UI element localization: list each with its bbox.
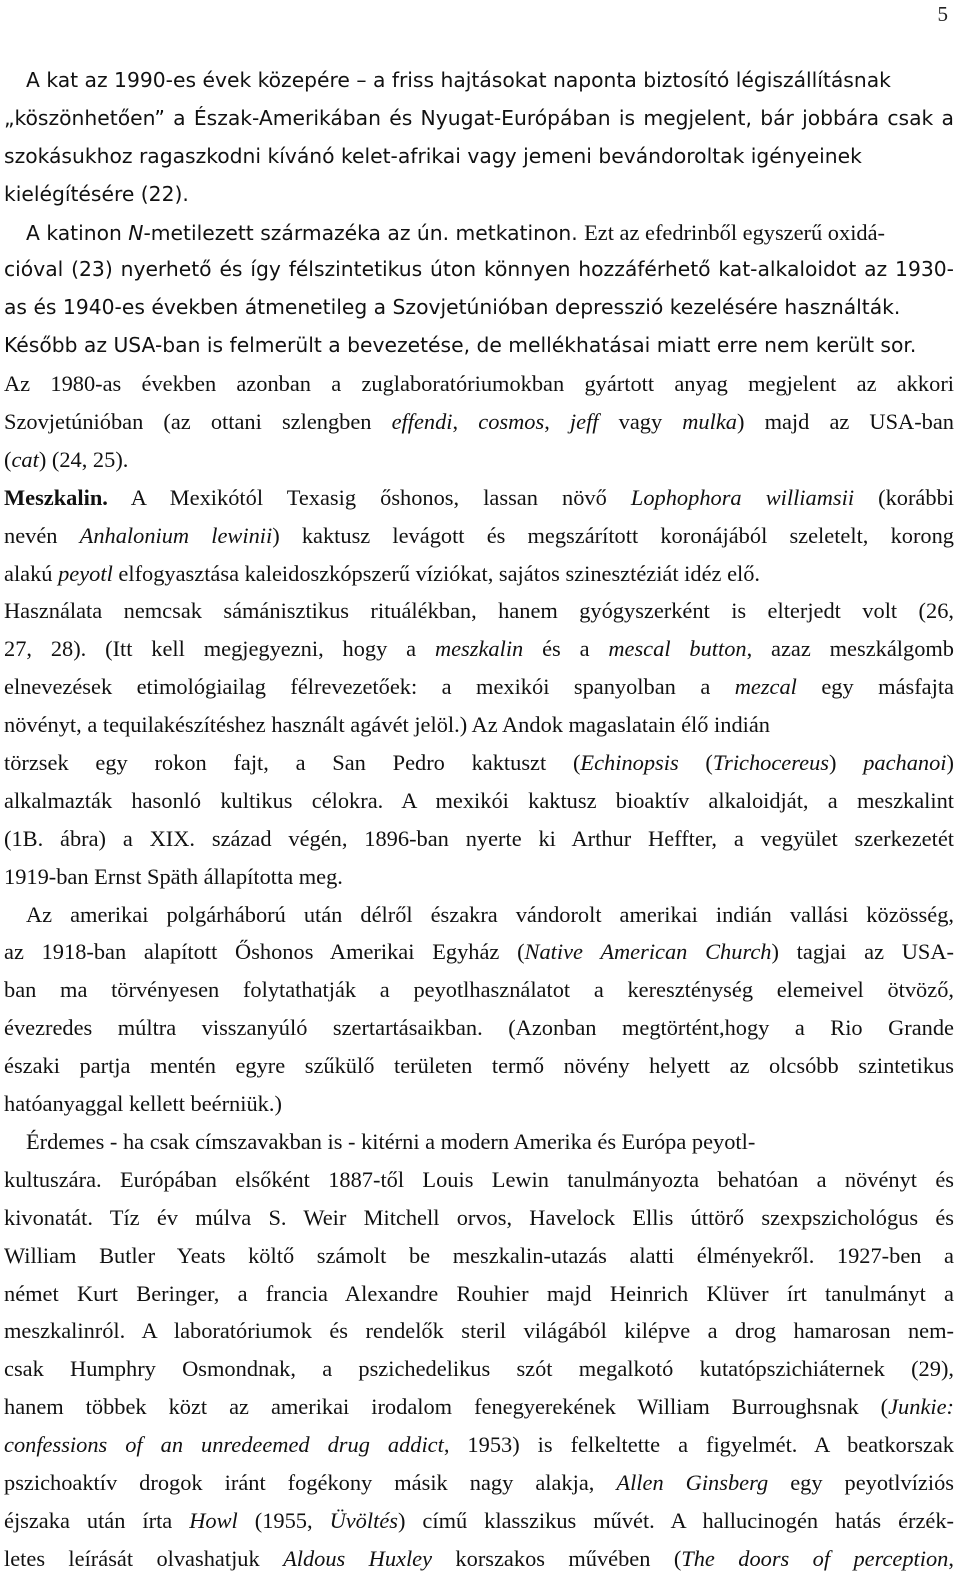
text-span: , — [452, 409, 479, 435]
text-line — [4, 858, 954, 896]
italic-text: Echinopsis — [580, 750, 679, 776]
text-span: elfogyasztása kaleidoszkópszerű víziókat, sajátos szinesztéziát idéz elő. — [112, 560, 761, 586]
text-span: A Mexikótól Texasig őshonos, lassan növő — [107, 484, 631, 510]
text-line — [4, 289, 954, 327]
italic-text: Allen Ginsberg — [616, 1469, 769, 1495]
text-span: német Kurt Beringer, a francia Alexandre Rouhier majd Heinrich Klüver írt tanulmányt a — [4, 1280, 954, 1306]
text-span: ( — [678, 750, 713, 776]
italic-text: Aldous Huxley — [283, 1545, 433, 1571]
italic-text: confessions of an unredeemed drug addict — [4, 1432, 444, 1458]
text-span: hatóanyaggal kellett beérniük.) — [4, 1091, 282, 1117]
italic-text: Junkie: — [888, 1394, 954, 1420]
text-span: kivonatát. Tíz év múlva S. Weir Mitchell orvos, Havelock Ellis úttörő szexpszichológus és — [4, 1204, 954, 1230]
italic-text: mescal button — [608, 636, 747, 662]
text-span: pszichoaktív drogok iránt fogékony másik nagy alakja, — [4, 1469, 617, 1495]
text-line — [4, 668, 954, 706]
text-span: egy peyotlvíziós — [768, 1469, 954, 1495]
text-span: , azaz meszkálgomb — [746, 636, 954, 662]
text-span: „köszönhetően” a Észak-Amerikában és Nyugat-Európában is megjelent, bár jobbára csak a — [4, 105, 954, 130]
text-line — [4, 1047, 954, 1085]
bold-heading: Meszkalin. — [4, 484, 108, 510]
text-line — [4, 971, 954, 1009]
text-line — [4, 782, 954, 820]
text-span: , — [544, 409, 570, 435]
text-span: kultuszára. Európában elsőként 1887-től Louis Lewin tanulmányozta behatóan a növényt és — [4, 1166, 954, 1192]
text-line — [4, 251, 954, 289]
text-span: vagy — [598, 409, 683, 435]
italic-text: Anhalonium lewinii — [79, 522, 273, 548]
text-span: ban ma törvényesen folytathatják a peyotlhasználatot a kereszténység elemeivel ötvöző, — [4, 977, 954, 1003]
text-line — [4, 1426, 954, 1464]
text-span: alkalmazták hasonló kultikus célokra. A mexikói kaktusz bioaktív alkaloidját, a meszkalint — [4, 787, 954, 813]
text-span: szokásukhoz ragaszkodni kívánó kelet-afrikai vagy jemeni bevándoroltak igényeinek — [4, 143, 862, 168]
italic-text: pachanoi — [863, 750, 947, 776]
text-line — [4, 820, 954, 858]
text-span: (1B. ábra) a XIX. század végén, 1896-ban nyerte ki Arthur Heffter, a vegyület szerkezetét — [4, 825, 954, 851]
text-span: növényt, a tequilakészítéshez használt agávét jelöl.) Az Andok magaslatain élő indián — [4, 712, 771, 738]
text-span: -metilezett származéka az ún. metkatinon. — [143, 220, 585, 245]
italic-text: N — [128, 220, 144, 245]
text-span: kielégítésére (22). — [4, 181, 189, 206]
text-span: csak Humphry Osmondnak, a pszichedelikus szót megalkotó kutatópszichiáternek (29), — [4, 1356, 954, 1382]
page-number: 5 — [937, 2, 948, 26]
text-span: Később az USA-ban is felmerült a bevezetése, de mellékhatásai miatt erre nem került sor. — [4, 333, 917, 358]
text-span: Szovjetúnióban (az ottani szlengben — [4, 409, 392, 435]
italic-text: mulka — [682, 409, 737, 435]
text-line — [4, 1199, 954, 1237]
body-text — [4, 62, 954, 1578]
text-line — [4, 1161, 954, 1199]
text-span: as és 1940-es években átmenetileg a Szovjetúnióban depresszió kezelésére használták. — [4, 295, 901, 320]
text-line — [4, 933, 954, 971]
text-line — [4, 365, 954, 403]
text-span: az 1918-ban alapított Őshonos Amerikai Egyház ( — [4, 939, 525, 965]
italic-text: jeff — [569, 409, 599, 435]
text-span: ) tagjai az USA- — [771, 939, 954, 965]
text-line — [4, 706, 954, 744]
text-line — [4, 630, 954, 668]
text-line — [4, 403, 954, 441]
text-span: északi partja mentén egyre szűkülő területen termő növény helyett az olcsóbb szintetikus — [4, 1053, 954, 1079]
text-line — [4, 555, 954, 593]
text-line — [4, 100, 954, 138]
italic-text: Trichocereus — [712, 750, 829, 776]
text-line — [4, 1540, 954, 1578]
italic-text: Native American Church — [524, 939, 772, 965]
text-span: , — [948, 1545, 954, 1571]
text-span: A katinon — [26, 220, 129, 245]
text-line — [4, 1085, 954, 1123]
text-span: Az 1980-as években azonban a zuglaboratóriumokban gyártott anyag megjelent az akkori — [4, 371, 954, 397]
text-span: Ezt az efedrinből egyszerű oxidá- — [584, 219, 886, 245]
text-line — [4, 1123, 954, 1161]
text-line — [4, 441, 954, 479]
text-span: Használata nemcsak sámánisztikus rituálékban, hanem gyógyszerként is elterjedt volt (26, — [4, 598, 954, 624]
text-line — [4, 1312, 954, 1350]
text-span: törzsek egy rokon fajt, a San Pedro kaktuszt ( — [4, 750, 581, 776]
text-line — [4, 62, 954, 100]
text-span: (1955, — [237, 1507, 330, 1533]
text-span: meszkalinról. A laboratóriumok és rendelők steril világából kilépve a drog hamarosan nem- — [4, 1318, 954, 1344]
italic-text: peyotl — [58, 560, 113, 586]
italic-text: Lophophora williamsii — [630, 484, 855, 510]
text-span: korszakos művében ( — [432, 1545, 682, 1571]
text-span: Érdemes - ha csak címszavakban is - kitérni a modern Amerika és Európa peyotl- — [26, 1128, 756, 1154]
text-line — [4, 138, 954, 176]
text-line — [4, 1464, 954, 1502]
text-span: ) — [946, 750, 954, 776]
text-line — [4, 592, 954, 630]
text-line — [4, 517, 954, 555]
text-span: (korábbi — [854, 484, 954, 510]
text-line — [4, 479, 954, 517]
italic-text: The doors of perception — [681, 1545, 949, 1571]
text-span: ) (24, 25). — [38, 446, 129, 472]
italic-text: Howl — [189, 1507, 238, 1533]
text-span: nevén — [4, 522, 80, 548]
text-span: ) — [828, 750, 864, 776]
text-line — [4, 1388, 954, 1426]
italic-text: cosmos — [478, 409, 545, 435]
text-line — [4, 744, 954, 782]
text-span: ( — [4, 446, 12, 472]
text-line — [4, 327, 954, 365]
italic-text: meszkalin — [434, 636, 524, 662]
text-line — [4, 896, 954, 934]
text-span: hanem többek közt az amerikai irodalom fenegyerekének William Burroughsnak ( — [4, 1394, 889, 1420]
text-line — [4, 1275, 954, 1313]
text-line — [4, 176, 954, 214]
text-span: Az amerikai polgárháború után délről északra vándorolt amerikai indián vallási közösség, — [26, 901, 954, 927]
italic-text: Üvöltés — [329, 1507, 398, 1533]
text-span: és a — [523, 636, 609, 662]
text-span: letes leírását olvashatjuk — [4, 1545, 284, 1571]
text-line — [4, 1502, 954, 1540]
text-span: ) című klasszikus művét. A hallucinogén hatás érzék- — [397, 1507, 955, 1533]
text-line — [4, 1237, 954, 1275]
text-span: egy másfajta — [796, 674, 954, 700]
text-line — [4, 1350, 954, 1388]
text-span: ) majd az USA-ban — [737, 409, 955, 435]
text-span: William Butler Yeats költő számolt be meszkalin-utazás alatti élményekről. 1927-ben a — [4, 1242, 954, 1268]
text-span: cióval (23) nyerhető és így félszintetikus úton könnyen hozzáférhető kat-alkaloidot az 1930- — [4, 257, 954, 282]
text-span: A kat az 1990-es évek közepére – a friss hajtásokat naponta biztosító légiszállításnak — [26, 68, 891, 92]
italic-text: cat — [11, 446, 39, 472]
text-span: ) kaktusz levágott és megszárított koronájából szeletelt, korong — [272, 522, 955, 548]
italic-text: effendi — [391, 409, 453, 435]
italic-text: mezcal — [734, 674, 797, 700]
text-line — [4, 214, 954, 252]
text-span: éjszaka után írta — [4, 1507, 190, 1533]
text-span: évezredes múltra visszanyúló szertartásaikban. (Azonban megtörtént,hogy a Rio Grande — [4, 1015, 954, 1041]
text-span: , 1953) is felkeltette a figyelmét. A beatkorszak — [443, 1432, 954, 1458]
text-span: alakú — [4, 560, 59, 586]
text-span: 27, 28). (Itt kell megjegyezni, hogy a — [4, 636, 435, 662]
text-line — [4, 1009, 954, 1047]
text-span: 1919-ban Ernst Späth állapította meg. — [4, 863, 343, 889]
text-span: elnevezések etimológiailag félrevezetőek: a mexikói spanyolban a — [4, 674, 735, 700]
